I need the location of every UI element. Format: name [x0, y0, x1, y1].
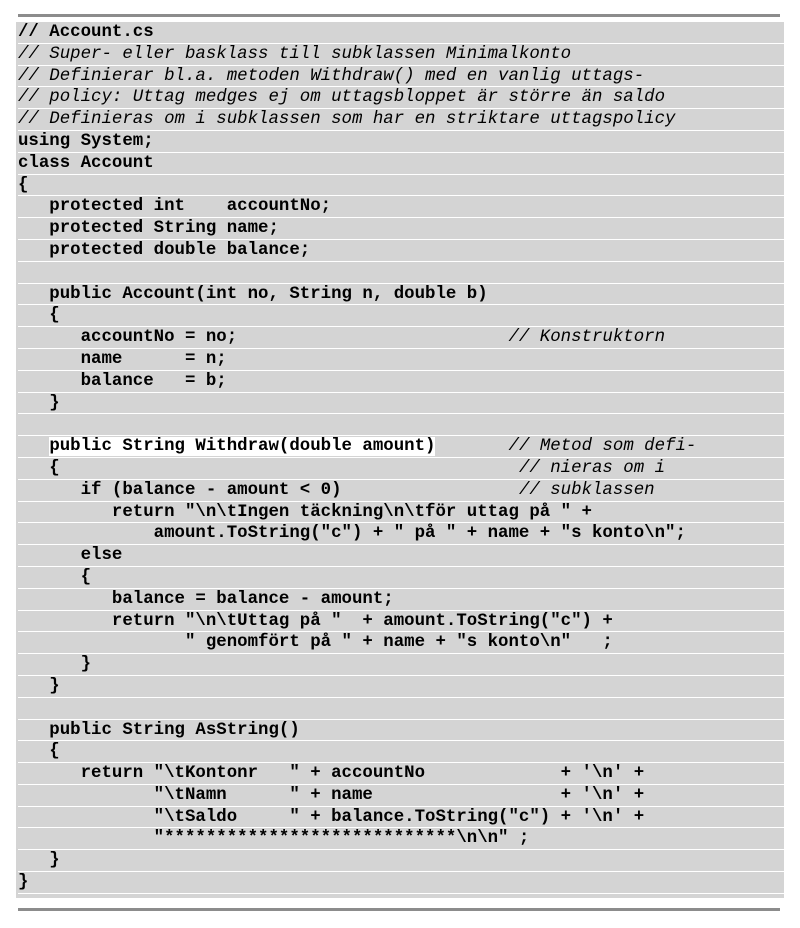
- code-line: [18, 632, 784, 654]
- code-comment: // nieras om i: [518, 458, 666, 478]
- code-text: protected double balance;: [18, 240, 311, 260]
- code-line: [18, 480, 784, 502]
- code-line: [18, 305, 784, 327]
- code-line: [18, 785, 784, 807]
- code-text: class Account: [18, 153, 154, 173]
- code-text: public Account(int no, String n, double b): [18, 284, 488, 304]
- code-line: [18, 545, 784, 567]
- code-listing: [18, 22, 784, 894]
- code-text: // Account.cs: [18, 23, 154, 42]
- code-line: [18, 349, 784, 371]
- code-line: [18, 567, 784, 589]
- code-line: [18, 763, 784, 785]
- code-text: }: [18, 851, 60, 871]
- code-line: [18, 153, 784, 175]
- code-line: [18, 218, 784, 240]
- code-line: [18, 872, 784, 894]
- code-line: [18, 523, 784, 545]
- code-line: [18, 611, 784, 633]
- code-line: [18, 175, 784, 197]
- code-comment: // Definierar bl.a. metoden Withdraw() med en vanlig uttags-: [18, 66, 645, 86]
- code-text: }: [18, 655, 92, 675]
- code-line: [18, 284, 784, 306]
- code-line: [18, 371, 784, 393]
- highlighted-method-signature: public String Withdraw(double amount): [49, 437, 436, 457]
- code-line: [18, 240, 784, 262]
- code-line: [18, 589, 784, 611]
- code-comment: // Super- eller basklass till subklassen Minimalkonto: [18, 44, 572, 64]
- code-text: name = n;: [18, 349, 227, 369]
- code-line: [18, 828, 784, 850]
- code-line: [18, 262, 784, 284]
- code-comment: // Definieras om i subklassen som har en striktare uttagspolicy: [18, 110, 676, 130]
- code-text: balance = b;: [18, 371, 227, 391]
- top-rule: [18, 14, 780, 17]
- code-text: [18, 437, 49, 456]
- code-text-after: [435, 437, 508, 456]
- code-comment: // Konstruktorn: [508, 328, 666, 348]
- code-line: [18, 458, 784, 480]
- code-line: [18, 393, 784, 415]
- code-text: "\tSaldo " + balance.ToString("c") + '\n' +: [18, 807, 645, 827]
- code-text: protected int accountNo;: [18, 197, 332, 217]
- code-text: return "\n\tUttag på " + amount.ToString("c") +: [18, 611, 613, 631]
- code-line: [18, 850, 784, 872]
- code-text: protected String name;: [18, 219, 279, 239]
- code-line: [18, 327, 784, 349]
- code-line: [18, 196, 784, 218]
- code-line: [18, 44, 784, 66]
- code-text: {: [18, 306, 60, 326]
- code-text: "\tNamn " + name + '\n' +: [18, 785, 645, 805]
- code-line: [18, 741, 784, 763]
- code-text: {: [18, 742, 60, 762]
- code-line: [18, 22, 784, 44]
- code-comment: // policy: Uttag medges ej om uttagsbloppet är större än saldo: [18, 88, 666, 108]
- code-text: if (balance - amount < 0): [18, 480, 519, 500]
- code-line: [18, 109, 784, 131]
- code-line: [18, 654, 784, 676]
- code-text: balance = balance - amount;: [18, 589, 394, 609]
- code-comment: // subklassen: [518, 480, 655, 500]
- code-text: amount.ToString("c") + " på " + name + "s konto\n";: [18, 524, 686, 544]
- code-text: public String AsString(): [18, 720, 300, 740]
- code-text: }: [18, 676, 60, 696]
- code-line: [18, 698, 784, 720]
- code-line: [18, 131, 784, 153]
- code-line: [18, 720, 784, 742]
- code-text: " genomfört på " + name + "s konto\n" ;: [18, 633, 613, 653]
- code-text: {: [18, 567, 92, 587]
- code-text: accountNo = no;: [18, 328, 509, 348]
- code-text: {: [18, 175, 29, 195]
- code-text: return "\n\tIngen täckning\n\tför uttag på " +: [18, 502, 592, 522]
- code-line: [18, 676, 784, 698]
- code-text: }: [18, 873, 29, 893]
- bottom-rule: [18, 908, 780, 911]
- code-text: "****************************\n\n" ;: [18, 829, 530, 849]
- code-line: [18, 502, 784, 524]
- code-line: [18, 436, 784, 458]
- code-line: [18, 414, 784, 436]
- code-text: using System;: [18, 131, 154, 151]
- code-comment: // Metod som defi-: [508, 437, 697, 457]
- code-text: }: [18, 393, 60, 413]
- code-text: {: [18, 458, 519, 478]
- code-line: [18, 807, 784, 829]
- code-line: [18, 87, 784, 109]
- code-line: [18, 66, 784, 88]
- code-text: return "\tKontonr " + accountNo + '\n' +: [18, 764, 645, 784]
- code-text: else: [18, 546, 123, 566]
